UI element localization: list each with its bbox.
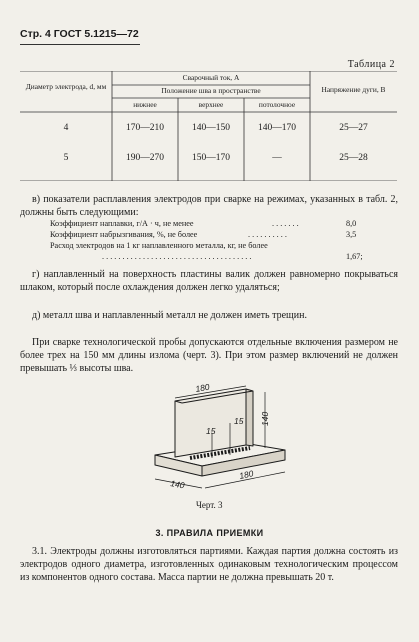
col-ceiling-header: потолочное	[258, 100, 296, 109]
figure-caption: Черт. 3	[196, 500, 223, 510]
col-lower-header: нижнее	[133, 100, 157, 109]
welding-table	[20, 71, 397, 181]
row1-ceiling: 140—170	[258, 123, 296, 133]
dim-180-bottom: 180	[238, 468, 255, 481]
row2-diameter: 5	[63, 153, 69, 163]
col-voltage-header: Напряжение дуги, В	[321, 85, 386, 94]
row2-ceiling: —	[272, 153, 282, 163]
figure-3	[150, 378, 300, 501]
row1-voltage: 25—27	[339, 123, 368, 133]
coef3-value: 1,67;	[346, 252, 363, 261]
coef1-dots: . . . . . . .	[272, 219, 299, 228]
dim-140-bottom: 140	[169, 478, 186, 491]
row1-vertical: 140—150	[192, 123, 230, 133]
page-header: Стр. 4 ГОСТ 5.1215—72	[20, 28, 139, 40]
col-vertical-header: верхнее	[198, 100, 224, 109]
coef2-label: Коэффициент набрызгивания, %, не более	[50, 230, 198, 239]
paragraph-3-1: 3.1. Электроды должны изготовляться партиями. Каждая партия должна состоять из электродов одного диаметра, изготовленных одинаковым технологическим процессом из компонентов одного состава. Масса партии не должна превышать 20 т.	[20, 546, 398, 584]
col-current-header: Сварочный ток, А	[182, 73, 240, 82]
coef2-dots: . . . . . . . . . .	[248, 230, 287, 239]
coef2-value: 3,5	[346, 230, 357, 239]
weld-specimen-drawing	[150, 378, 300, 496]
header-rule	[20, 44, 140, 45]
row1-lower: 170—210	[126, 123, 164, 133]
dim-180-top: 180	[194, 381, 211, 394]
section-title: 3. ПРАВИЛА ПРИЕМКИ	[155, 528, 264, 538]
row2-voltage: 25—28	[339, 153, 368, 163]
paragraph-b: в) показатели расплавления электродов при сварке на режимах, указанных в табл. 2, должны быть следующими:	[20, 194, 398, 219]
coef3-label: Расход электродов на 1 кг наплавленного металла, кг, не более	[50, 241, 268, 250]
paragraph-d: д) металл шва и наплавленный металл не должен иметь трещин.	[32, 310, 307, 321]
col-diameter-header: Диаметр электрода, d, мм	[25, 82, 107, 91]
dim-15-left: 15	[206, 426, 216, 436]
coef1-value: 8,0	[346, 219, 357, 228]
table-title: Таблица 2	[347, 59, 395, 70]
paragraph-g: г) наплавленный на поверхность пластины валик должен равномерно покрываться шлаком, который после охлаждения должен легко удаляться;	[20, 269, 398, 294]
row1-diameter: 4	[63, 123, 69, 133]
row2-vertical: 150—170	[192, 153, 230, 163]
row2-lower: 190—270	[126, 153, 164, 163]
col-position-header: Положение шва в пространстве	[161, 86, 261, 95]
dim-140-side: 140	[260, 411, 270, 426]
paragraph-test: При сварке технологической пробы допускаются отдельные включения размером не более трех на 150 мм длины излома (черт. 3). При этом размер включений не должен превышать ⅓ высоты шва.	[20, 337, 398, 375]
coef1-label: Коэффициент наплавки, г/А · ч, не менее	[50, 219, 194, 228]
coef3-dots: . . . . . . . . . . . . . . . . . . . . . . . . . . . . . . . . . . . . .	[102, 252, 252, 261]
dim-15-right: 15	[234, 416, 244, 426]
